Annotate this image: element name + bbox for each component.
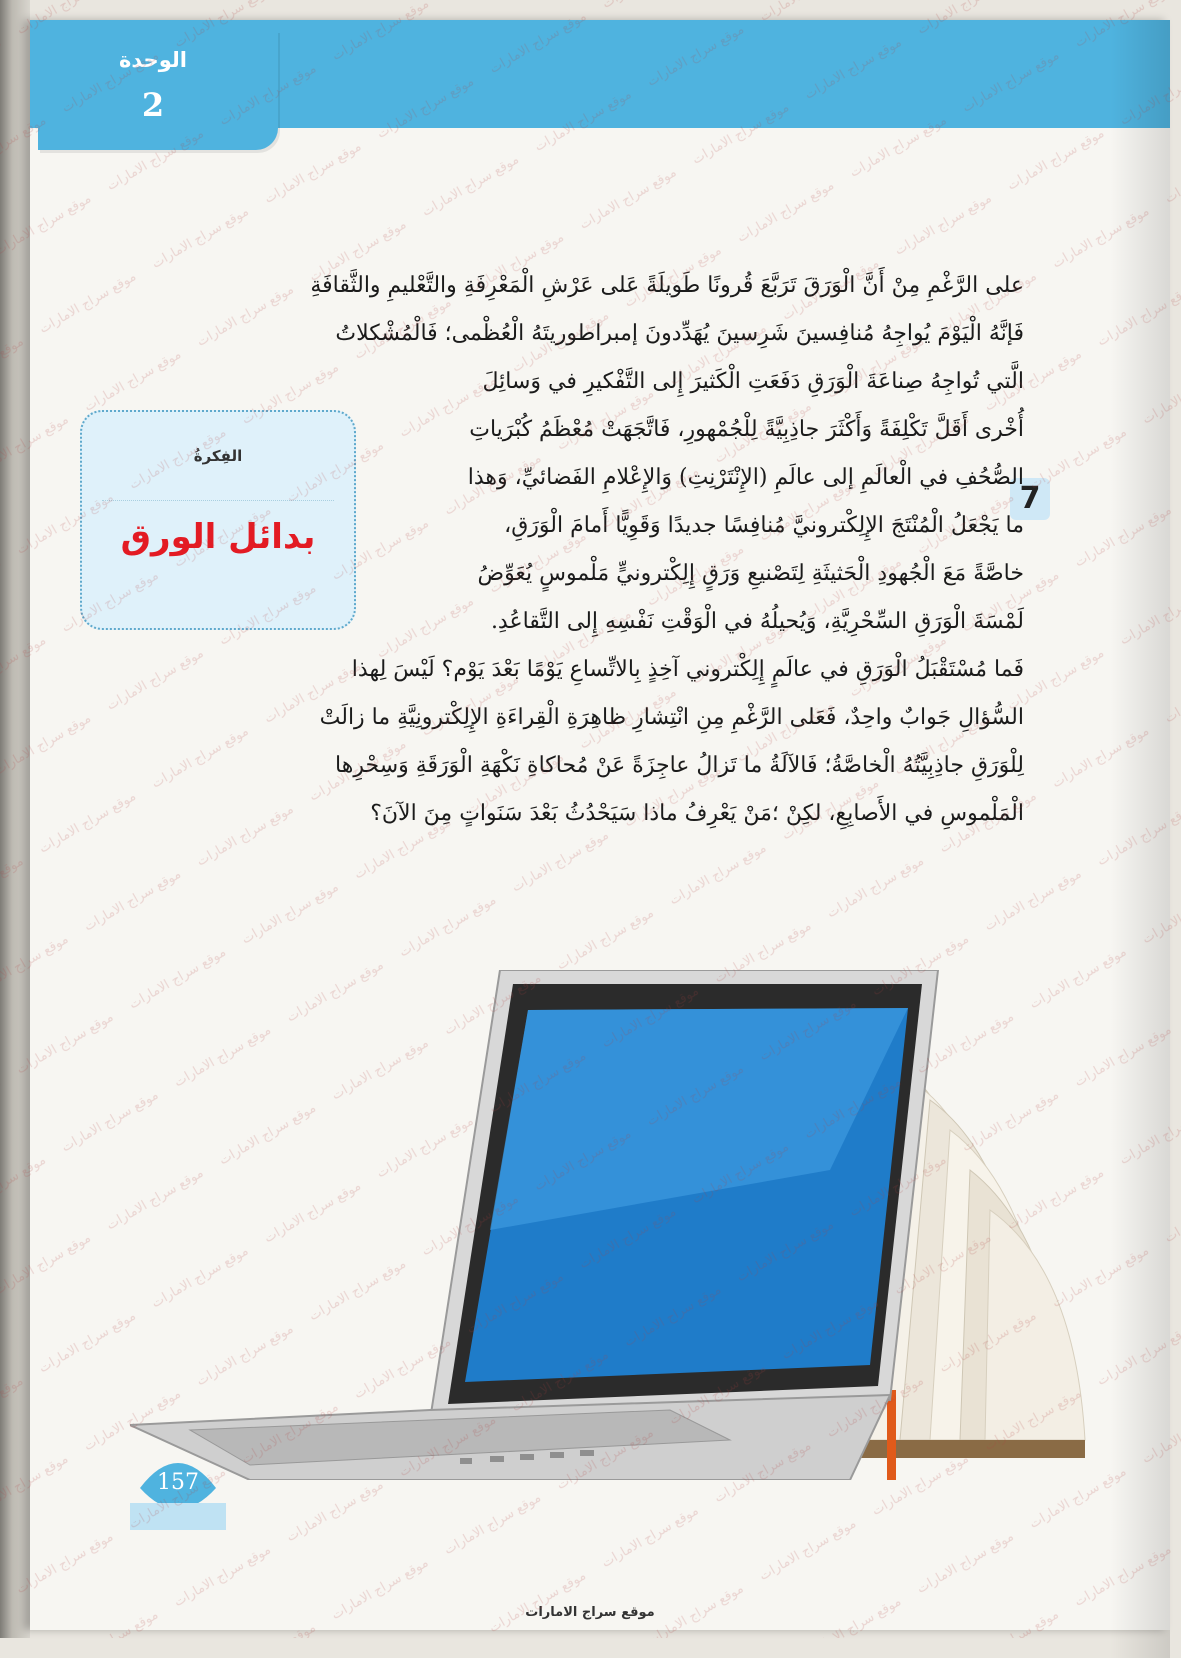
page-number: 157 <box>157 1470 199 1495</box>
body-line: فَما مُسْتَقْبَلُ الْوَرَقِ في عالَمٍ إِلِكْتروني آخِذٍ بِالاتِّساعِ يَوْمًا بَعْدَ يَوْم؟ لَيْسَ لِهذا <box>351 657 1024 682</box>
body-line: الَّتي تُواجِهُ صِناعَةَ الْوَرَقِ دَفَعَتِ الْكَثيرَ إِلى التَّفْكيرِ في وَسائِلَ <box>482 369 1024 394</box>
unit-number: 2 <box>141 86 165 124</box>
body-line: الصُّحُفِ في الْعالَمِ إلى عالَمِ (الإِنْتَرْنِتِ) وَالإِعْلامِ الفَضائيِّ، وَهذا <box>467 465 1024 490</box>
body-line: على الرَّغْمِ مِنْ أَنَّ الْوَرَقَ تَرَبَّعَ قُرونًا طَويلَةً عَلى عَرْشِ الْمَعْرِفَةِ والتَّعْليمِ والثَّقافَةِ <box>310 273 1024 298</box>
body-line: فَإنَّهُ الْيَوْمَ يُواجِهُ مُنافِسينَ شَرِسينَ يُهَدِّدونَ إمبراطوريتَهُ الْعُظْمى؛ فَالْمُشْكلاتُ <box>335 321 1024 346</box>
unit-tab <box>38 30 278 150</box>
paragraph-number-badge: 7 <box>1010 478 1050 520</box>
idea-title: بدائل الورق <box>120 517 316 557</box>
laptop-on-open-book-illustration <box>130 970 1090 1480</box>
body-line: لِلْوَرَقِ جاذِبِيَّتُهُ الْخاصَّةُ؛ فَالآلَةُ ما تَزالُ عاجِزَةً عَنْ مُحاكاةِ نَكْهَةِ الْوَرَقَةِ وَسِحْرِها <box>335 753 1024 778</box>
page-edge <box>0 0 30 1638</box>
body-line: ما يَجْعَلُ الْمُنْتَجَ الإِلِكْترونيَّ مُنافِسًا جديدًا وَقَوِيًّا أَمامَ الْوَرَقِ، <box>504 513 1024 538</box>
footer-site-name: موقع سراج الامارات <box>525 1605 655 1620</box>
body-line: خاصَّةً مَعَ الْجُهودِ الْحَثيثَةِ لِتَصْنيعِ وَرَقٍ إِلِكْترونيٍّ مَلْموسٍ يُعَوِّضُ <box>477 561 1024 586</box>
body-line: الْمَلْموسِ في الأَصابِعِ، لكِنْ ؛مَنْ يَعْرِفُ ماذا سَيَحْدُثُ بَعْدَ سَنَواتٍ مِنَ الآنَ؟ <box>370 801 1024 826</box>
bookmark-ribbon <box>887 1390 896 1480</box>
body-line: لَمْسَةَ الْوَرَقِ السِّحْرِيَّةِ، وَيُحيلُهُ في الْوَقْتِ نَفْسِهِ إِلى التَّقاعُدِ. <box>490 609 1024 634</box>
spine-shadow <box>1110 20 1170 1658</box>
unit-label: الوحدة <box>119 48 187 72</box>
idea-label: الفِكرةُ <box>193 447 243 465</box>
body-text <box>248 262 1024 838</box>
body-line: أُخْرى أَقَلَّ تَكْلِفَةً وَأَكْثَرَ جاذِبِيَّةً لِلْجُمْهورِ، فَاتَّجَهَتْ مُعْظَمُ كُبْرَياتِ <box>469 417 1024 442</box>
body-line: السُّؤالِ جَوابٌ واحِدٌ، فَعَلى الرَّغْمِ مِنِ انْتِشارِ ظاهِرَةِ الْقِراءَةِ الإِلِكْترونِيَّةِ ما زالَتْ <box>319 705 1024 730</box>
laptop-icon <box>130 970 938 1480</box>
